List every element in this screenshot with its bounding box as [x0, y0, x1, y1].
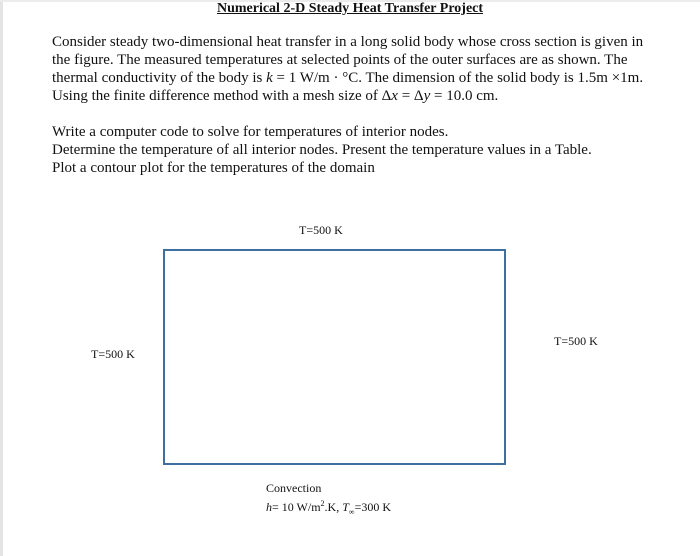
- task-list: [52, 123, 652, 177]
- solid-body-domain: [163, 249, 506, 465]
- h-exponent: 2: [320, 499, 325, 508]
- statement-end: = 10.0 cm.: [430, 88, 499, 104]
- page-edge-left: [0, 0, 3, 556]
- statement-text-a: Consider steady two-dimensional heat transfer in a long solid body whose cross section is given in the figure. The measured temperatures at selected points of the outer surfaces are as shown. The thermal conductivity of the body is: [52, 34, 644, 86]
- convection-params: [266, 496, 391, 519]
- task-line-table: Determine the temperature of all interior nodes. Present the temperature values in a Table.: [52, 142, 592, 158]
- statement-k-value: = 1 W/m · °C. The dimension of the solid body is 1.5m ×1m. Using the finite difference method with a mesh size of Δ: [52, 70, 644, 104]
- convection-title: Convection: [266, 481, 322, 495]
- h-symbol: h: [266, 500, 272, 514]
- top-boundary-label: T=500 K: [299, 223, 343, 237]
- bottom-convection-label: [266, 481, 391, 519]
- h-value: = 10 W/m: [272, 500, 321, 514]
- document-title: Numerical 2-D Steady Heat Transfer Project: [216, 1, 484, 16]
- k-symbol: k: [266, 70, 273, 86]
- right-boundary-label: T=500 K: [554, 334, 598, 348]
- y-symbol: y: [423, 88, 431, 104]
- t-infinity-subscript: ∞: [348, 507, 355, 517]
- task-line-code: Write a computer code to solve for temperatures of interior nodes.: [52, 124, 449, 140]
- x-symbol: x: [391, 88, 398, 104]
- task-line-contour: Plot a contour plot for the temperatures of the domain: [52, 160, 375, 176]
- t-infinity-symbol: T: [342, 500, 349, 514]
- problem-statement: [52, 33, 652, 105]
- left-boundary-label: T=500 K: [91, 347, 135, 361]
- h-unit-tail: .K,: [324, 500, 343, 514]
- statement-eq: = Δ: [397, 88, 424, 104]
- t-infinity-value: =300 K: [354, 500, 392, 514]
